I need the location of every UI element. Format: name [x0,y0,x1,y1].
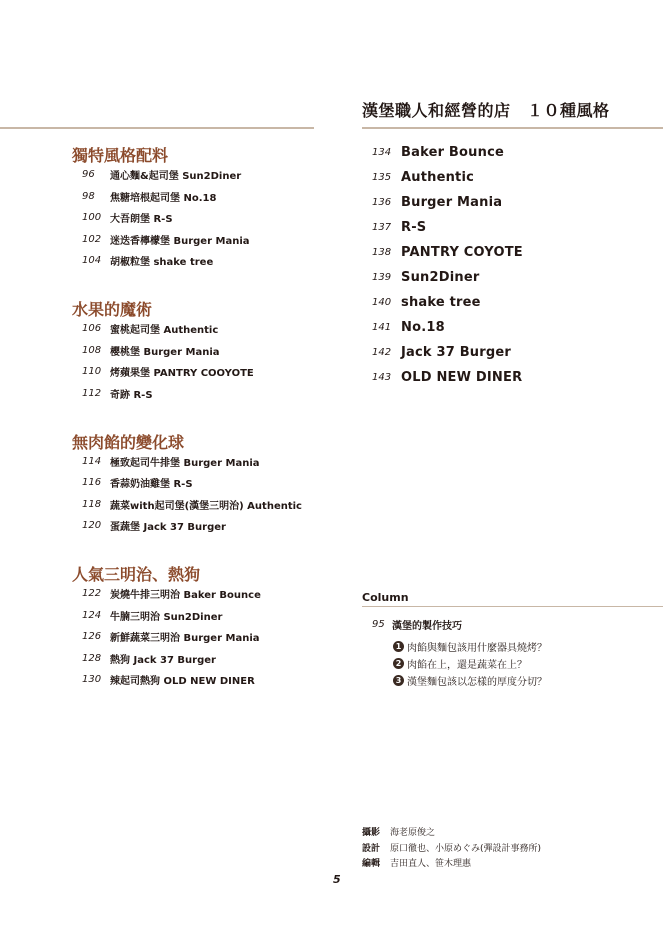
toc-entry[interactable] [82,496,302,512]
page-number: 141 [372,321,392,333]
page-number: 108 [82,344,102,356]
page-number: 139 [372,271,392,283]
entry-title: 辣起司熱狗 OLD NEW DINER [110,675,255,687]
page-number: 135 [372,171,392,183]
column-rule [362,606,663,607]
style-entry[interactable] [372,343,511,361]
credit-line [362,841,541,854]
entry-title: 大吾朗堡 R-S [110,213,173,225]
section-heading-fruit: 水果的魔術 [72,300,153,319]
entry-title: 炭燒牛排三明治 Baker Bounce [110,589,261,601]
toc-entry[interactable] [82,363,254,379]
toc-entry[interactable] [82,320,218,336]
toc-entry[interactable] [82,231,250,247]
entry-title: 烤蘋果堡 PANTRY COOYOTE [110,367,254,379]
toc-entry[interactable] [82,209,173,225]
entry-title: 櫻桃堡 Burger Mania [110,346,220,358]
style-entry[interactable] [372,368,522,386]
column-title: 漢堡的製作技巧 [392,621,462,632]
style-title: Authentic [401,169,475,185]
page-number: 102 [82,233,102,245]
toc-entry[interactable] [82,252,213,268]
style-title: Baker Bounce [401,144,505,160]
page-number: 136 [372,196,392,208]
credit-names: 吉田直人、笹木理惠 [390,859,472,869]
question-item [393,639,547,654]
credit-names: 海老原俊之 [390,828,436,838]
style-title: PANTRY COYOTE [401,244,523,260]
page-number: 138 [372,246,392,258]
section-heading-meatless: 無肉餡的變化球 [72,433,185,452]
style-title: OLD NEW DINER [401,369,523,385]
style-title: shake tree [401,294,481,310]
top-rule-right [362,127,663,129]
entry-title: 蜜桃起司堡 Authentic [110,324,219,336]
entry-title: 奇跡 R-S [110,389,153,401]
entry-title: 香蒜奶油雞堡 R-S [110,478,193,490]
style-title: Sun2Diner [401,269,480,285]
toc-entry[interactable] [82,517,226,533]
page-number: 100 [82,211,102,223]
page-number: 116 [82,476,102,488]
column-heading: Column [362,591,409,604]
question-item [393,673,547,688]
style-entry[interactable] [372,318,445,336]
toc-entry[interactable] [82,188,216,204]
page-number: 112 [82,387,102,399]
page-number: 137 [372,221,392,233]
page-number: 128 [82,652,102,664]
toc-entry[interactable] [82,585,261,601]
credit-label: 編輯 [362,859,381,869]
style-title: Jack 37 Burger [401,344,512,360]
page-number: 120 [82,519,102,531]
number-badge: 1 [393,641,404,652]
toc-entry[interactable] [82,453,260,469]
style-entry[interactable] [372,168,474,186]
page-number: 98 [82,190,95,202]
section-heading-sandwich-hotdog: 人氣三明治、熱狗 [72,565,201,584]
style-title: No.18 [401,319,445,335]
number-badge: 3 [393,675,404,686]
page-number: 126 [82,630,102,642]
page-number: 106 [82,322,102,334]
toc-entry[interactable] [82,342,220,358]
toc-entry[interactable] [82,607,222,623]
page-number: 114 [82,455,102,467]
toc-entry[interactable] [82,628,260,644]
style-title: R-S [401,219,427,235]
credit-label: 攝影 [362,828,381,838]
toc-entry[interactable] [82,474,193,490]
entry-title: 牛腩三明治 Sun2Diner [110,611,223,623]
entry-title: 通心麵&起司堡 Sun2Diner [110,170,242,182]
toc-entry[interactable] [82,166,241,182]
number-badge: 2 [393,658,404,669]
question-item [393,656,527,671]
page-number: 122 [82,587,102,599]
entry-title: 蛋蔬堡 Jack 37 Burger [110,521,226,533]
style-title: Burger Mania [401,194,503,210]
entry-title: 焦糖培根起司堡 No.18 [110,192,217,204]
page-number: 95 [372,619,385,630]
page-number: 143 [372,371,392,383]
question-text: 漢堡麵包該以怎樣的厚度分切？ [407,677,547,688]
page-title: 漢堡職人和經營的店 １０種風格 [362,101,610,120]
page-number: 134 [372,146,392,158]
toc-entry[interactable] [82,385,153,401]
page-number: 110 [82,365,102,377]
page-number: 140 [372,296,392,308]
entry-title: 胡椒粒堡 shake tree [110,256,214,268]
style-entry[interactable] [372,193,502,211]
section-heading-unique-toppings: 獨特風格配料 [72,146,169,165]
entry-title: 極致起司牛排堡 Burger Mania [110,457,260,469]
credit-names: 原口徹也、小原めぐみ(彈設計事務所) [390,844,542,854]
page-number: 130 [82,673,102,685]
toc-entry[interactable] [82,650,216,666]
page-number: 104 [82,254,102,266]
page-number: 96 [82,168,95,180]
entry-title: 新鮮蔬菜三明治 Burger Mania [110,632,260,644]
page-number-footer: 5 [333,873,341,886]
style-entry[interactable] [372,243,523,261]
credit-line [362,856,471,869]
page-number: 142 [372,346,392,358]
style-entry[interactable] [372,143,504,161]
entry-title: 蔬菜with起司堡(漢堡三明治) Authentic [110,500,302,512]
entry-title: 迷迭香檸檬堡 Burger Mania [110,235,250,247]
style-entry[interactable] [372,268,479,286]
question-text: 肉餡與麵包該用什麼器具燒烤？ [407,643,547,654]
entry-title: 熱狗 Jack 37 Burger [110,654,216,666]
style-entry[interactable] [372,293,481,311]
top-rule-left [0,127,314,129]
credit-line [362,825,435,838]
credit-label: 設計 [362,844,381,854]
page-number: 118 [82,498,102,510]
question-text: 肉餡在上，還是蔬菜在上？ [407,660,527,671]
column-entry[interactable] [372,617,462,632]
style-entry[interactable] [372,218,426,236]
page-number: 124 [82,609,102,621]
toc-entry[interactable] [82,671,255,687]
